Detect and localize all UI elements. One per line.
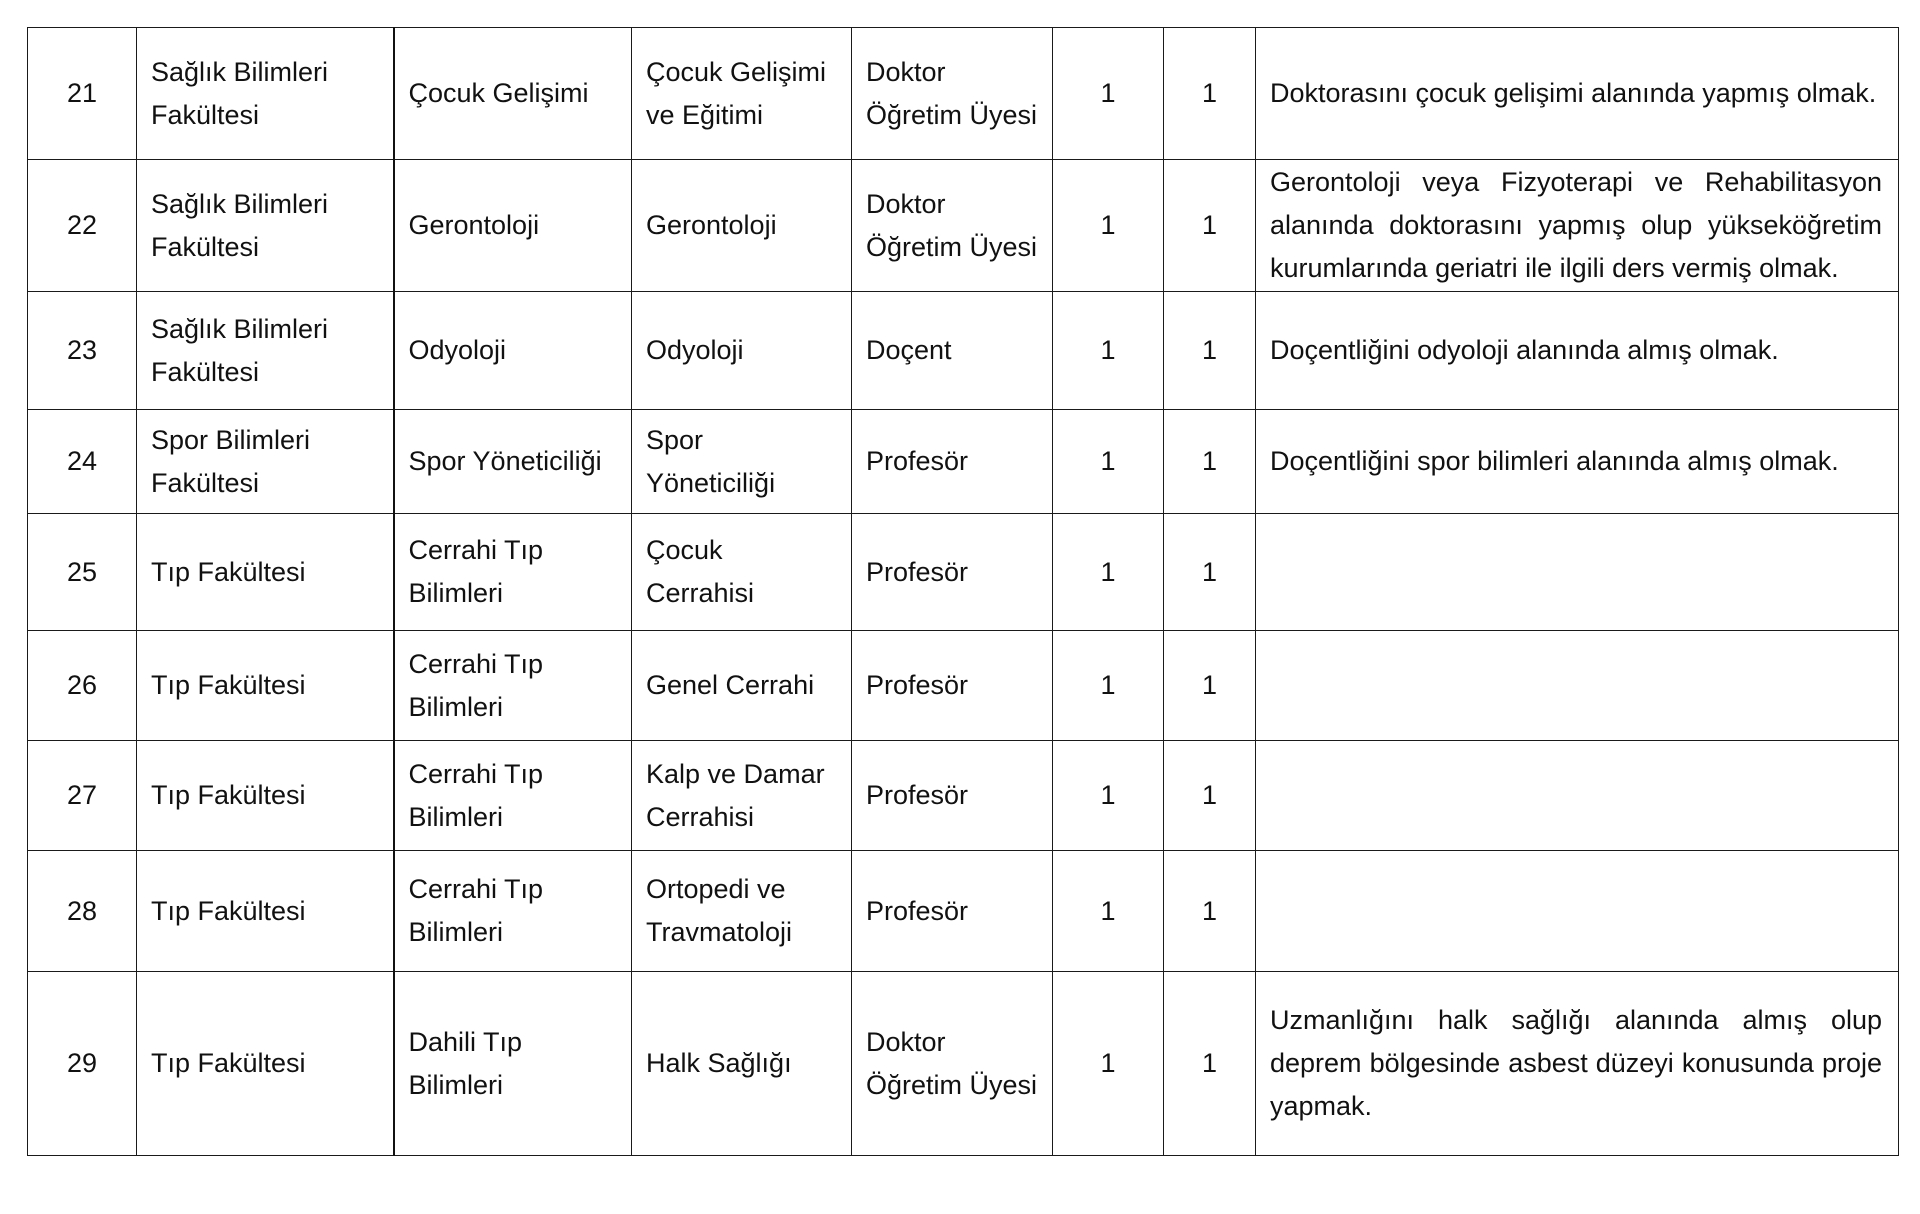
count-cell-2: 1 <box>1164 514 1256 631</box>
requirement-cell: Doçentliğini odyoloji alanında almış olmak. <box>1256 292 1899 410</box>
academic-title-cell: Profesör <box>852 410 1053 514</box>
count-cell: 1 <box>1053 631 1164 741</box>
count-cell: 1 <box>1053 972 1164 1156</box>
field-cell: Çocuk Gelişimi ve Eğitimi <box>632 28 852 160</box>
row-number: 22 <box>28 160 137 292</box>
table-row <box>28 160 1899 292</box>
requirement-cell: Doçentliğini spor bilimleri alanında almış olmak. <box>1256 410 1899 514</box>
department-cell: Cerrahi Tıp Bilimleri <box>394 514 632 631</box>
faculty-cell: Tıp Fakültesi <box>137 514 394 631</box>
requirement-cell: Gerontoloji veya Fizyoterapi ve Rehabilitasyon alanında doktorasını yapmış olup yükseköğretim kurumlarında geriatri ile ilgili ders vermiş olmak. <box>1256 160 1899 292</box>
academic-title-cell: Profesör <box>852 851 1053 972</box>
field-cell: Spor Yöneticiliği <box>632 410 852 514</box>
field-cell: Kalp ve Damar Cerrahisi <box>632 741 852 851</box>
count-cell-2: 1 <box>1164 410 1256 514</box>
requirement-cell <box>1256 631 1899 741</box>
academic-title-cell: Doçent <box>852 292 1053 410</box>
faculty-cell: Tıp Fakültesi <box>137 741 394 851</box>
academic-title-cell: Doktor Öğretim Üyesi <box>852 972 1053 1156</box>
count-cell: 1 <box>1053 741 1164 851</box>
row-number: 26 <box>28 631 137 741</box>
requirement-cell: Doktorasını çocuk gelişimi alanında yapmış olmak. <box>1256 28 1899 160</box>
department-cell: Gerontoloji <box>394 160 632 292</box>
field-cell: Halk Sağlığı <box>632 972 852 1156</box>
row-number: 29 <box>28 972 137 1156</box>
table-row <box>28 292 1899 410</box>
field-cell: Ortopedi ve Travmatoloji <box>632 851 852 972</box>
row-number: 24 <box>28 410 137 514</box>
requirement-cell: Uzmanlığını halk sağlığı alanında almış olup deprem bölgesinde asbest düzeyi konusunda proje yapmak. <box>1256 972 1899 1156</box>
academic-title-cell: Profesör <box>852 514 1053 631</box>
document-page <box>27 27 1899 1156</box>
department-cell: Çocuk Gelişimi <box>394 28 632 160</box>
count-cell: 1 <box>1053 410 1164 514</box>
faculty-cell: Tıp Fakültesi <box>137 631 394 741</box>
academic-title-cell: Profesör <box>852 741 1053 851</box>
table-row <box>28 410 1899 514</box>
faculty-cell: Spor Bilimleri Fakültesi <box>137 410 394 514</box>
academic-title-cell: Profesör <box>852 631 1053 741</box>
requirement-cell <box>1256 741 1899 851</box>
department-cell: Dahili Tıp Bilimleri <box>394 972 632 1156</box>
table-row <box>28 514 1899 631</box>
department-cell: Cerrahi Tıp Bilimleri <box>394 851 632 972</box>
count-cell-2: 1 <box>1164 28 1256 160</box>
count-cell-2: 1 <box>1164 741 1256 851</box>
department-cell: Odyoloji <box>394 292 632 410</box>
count-cell: 1 <box>1053 28 1164 160</box>
count-cell: 1 <box>1053 851 1164 972</box>
requirement-cell <box>1256 514 1899 631</box>
faculty-cell: Sağlık Bilimleri Fakültesi <box>137 292 394 410</box>
department-cell: Spor Yöneticiliği <box>394 410 632 514</box>
field-cell: Gerontoloji <box>632 160 852 292</box>
table-row <box>28 851 1899 972</box>
field-cell: Genel Cerrahi <box>632 631 852 741</box>
count-cell-2: 1 <box>1164 292 1256 410</box>
table-row <box>28 972 1899 1156</box>
department-cell: Cerrahi Tıp Bilimleri <box>394 741 632 851</box>
count-cell-2: 1 <box>1164 972 1256 1156</box>
faculty-cell: Tıp Fakültesi <box>137 851 394 972</box>
row-number: 21 <box>28 28 137 160</box>
field-cell: Çocuk Cerrahisi <box>632 514 852 631</box>
row-number: 23 <box>28 292 137 410</box>
faculty-cell: Sağlık Bilimleri Fakültesi <box>137 160 394 292</box>
count-cell: 1 <box>1053 292 1164 410</box>
count-cell-2: 1 <box>1164 851 1256 972</box>
field-cell: Odyoloji <box>632 292 852 410</box>
academic-title-cell: Doktor Öğretim Üyesi <box>852 28 1053 160</box>
count-cell: 1 <box>1053 160 1164 292</box>
table-row <box>28 28 1899 160</box>
row-number: 25 <box>28 514 137 631</box>
row-number: 27 <box>28 741 137 851</box>
faculty-cell: Tıp Fakültesi <box>137 972 394 1156</box>
table-body <box>28 28 1899 1156</box>
requirement-cell <box>1256 851 1899 972</box>
department-cell: Cerrahi Tıp Bilimleri <box>394 631 632 741</box>
count-cell-2: 1 <box>1164 160 1256 292</box>
table-row <box>28 631 1899 741</box>
count-cell-2: 1 <box>1164 631 1256 741</box>
count-cell: 1 <box>1053 514 1164 631</box>
row-number: 28 <box>28 851 137 972</box>
academic-title-cell: Doktor Öğretim Üyesi <box>852 160 1053 292</box>
faculty-cell: Sağlık Bilimleri Fakültesi <box>137 28 394 160</box>
faculty-positions-table <box>27 27 1899 1156</box>
table-row <box>28 741 1899 851</box>
